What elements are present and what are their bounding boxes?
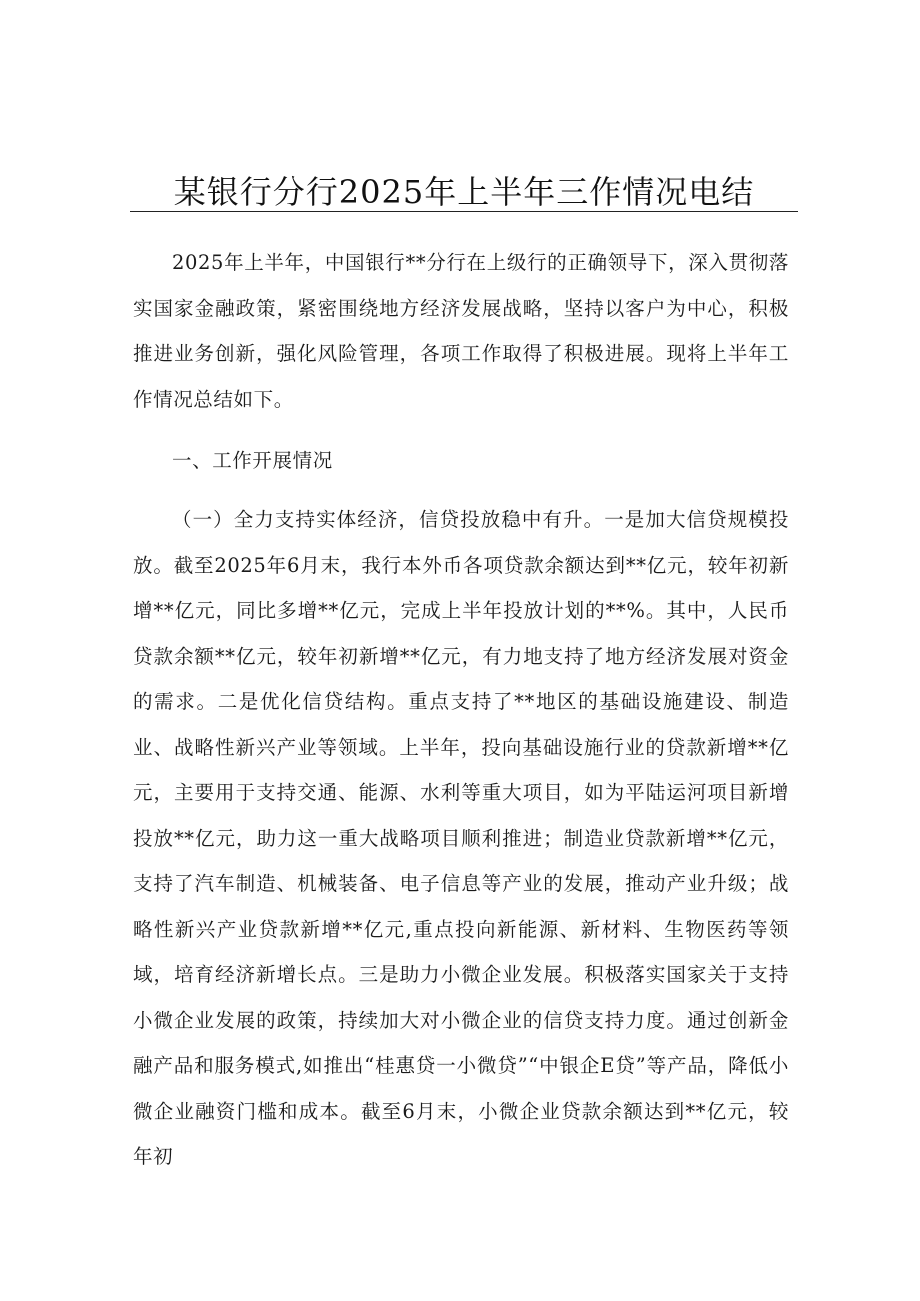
section-heading: 一、工作开展情况 [172,449,333,472]
section-paragraph: （一）全力支持实体经济，信贷投放稳中有升。一是加大信贷规模投放。截至2025年6月末，我行本外币各项贷款余额达到**亿元，较年初新增**亿元，同比多增**亿元，完成上半年投放计划的**%。其中，人民币贷款余额**亿元，较年初新增**亿元，有力地支持了地方经济发展对资金的需求。二是优化信贷结构。重点支持了**地区的基础设施建设、制造业、战略性新兴产业等领域。上半年，投向基础设施行业的贷款新增**亿元，主要用于支持交通、能源、水利等重大项目，如为平陆运河项目新增投放**亿元，助力这一重大战略项目顺利推进；制造业贷款新增**亿元，支持了汽车制造、机械装备、电子信息等产业的发展，推动产业升级；战略性新兴产业贷款新增**亿元,重点投向新能源、新材料、生物医药等领域，培育经济新增长点。三是助力小微企业发展。积极落实国家关于支持小微企业发展的政策，持续加大对小微企业的信贷支持力度。通过创新金融产品和服务模式,如推出“桂惠贷一小微贷”“中银企E贷”等产品，降低小微企业融资门槛和成本。截至6月末，小微企业贷款余额达到**亿元，较年初 [133,508,789,1168]
intro-paragraph: 2025年上半年，中国银行**分行在上级行的正确领导下，深入贯彻落实国家金融政策，紧密围绕地方经济发展战略，坚持以客户为中心，积极推进业务创新，强化风险管理，各项工作取得了积极进展。现将上半年工作情况总结如下。 [133,251,789,411]
title-underline [130,211,798,212]
document-title: 某银行分行2025年上半年三作情况电结 [173,173,755,211]
